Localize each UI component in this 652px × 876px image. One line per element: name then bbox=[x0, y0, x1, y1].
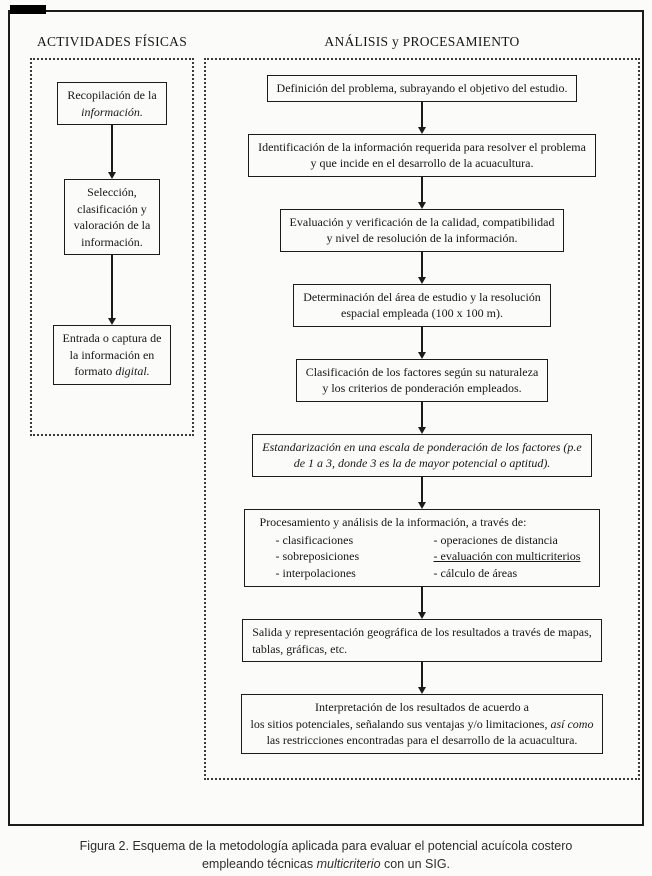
left-column-title: ACTIVIDADES FÍSICAS bbox=[36, 34, 188, 49]
process-item: - clasificaciones bbox=[275, 532, 354, 547]
box-text-line: Identificación de la información requerida para resolver el problema bbox=[258, 139, 586, 154]
box-text-line: y nivel de resolución de la información. bbox=[326, 231, 518, 246]
arrow-head bbox=[418, 127, 426, 134]
flow-box-estandarizacion bbox=[252, 434, 592, 477]
down-arrow bbox=[418, 587, 426, 619]
arrow-head bbox=[108, 172, 116, 179]
caption-line: Figura 2. Esquema de la metodología aplicada para evaluar el potencial acuícola costero bbox=[79, 839, 573, 853]
box-text-line: Determinación del área de estudio y la resolución bbox=[303, 289, 541, 304]
arrow-head bbox=[418, 352, 426, 359]
box-text-line: espacial empleada (100 x 100 m). bbox=[341, 306, 503, 321]
flow-box-procesamiento-analisis bbox=[244, 509, 601, 587]
analysis-processing-column bbox=[204, 34, 640, 780]
down-arrow bbox=[418, 662, 426, 694]
caption-segment: con un SIG. bbox=[384, 856, 451, 871]
flow-box-seleccion bbox=[64, 179, 161, 255]
scan-artifact bbox=[10, 5, 46, 14]
process-item: - sobreposiciones bbox=[275, 549, 360, 564]
box-text-line: tablas, gráficas, etc. bbox=[252, 641, 348, 656]
flow-box-identificacion-informacion bbox=[248, 134, 596, 177]
down-arrow bbox=[418, 252, 426, 284]
down-arrow bbox=[418, 327, 426, 359]
arrow-line bbox=[111, 255, 113, 318]
box-text-line: Entrada o captura de bbox=[62, 331, 162, 346]
box-text-line: de 1 a 3, donde 3 es la de mayor potencial o aptitud). bbox=[293, 456, 551, 471]
arrow-line bbox=[421, 662, 423, 687]
down-arrow bbox=[418, 177, 426, 209]
caption-line bbox=[0, 856, 652, 874]
box-text-line: información. bbox=[81, 104, 143, 119]
process-item-underlined: - evaluación con multicriterios bbox=[433, 549, 581, 564]
down-arrow bbox=[418, 102, 426, 134]
process-right-column bbox=[434, 532, 581, 582]
down-arrow bbox=[108, 255, 116, 325]
caption-segment: empleando técnicas bbox=[201, 856, 314, 871]
arrow-head bbox=[418, 502, 426, 509]
box-text-line: Clasificación de los factores según su naturaleza bbox=[305, 364, 539, 379]
physical-activities-panel bbox=[30, 58, 194, 436]
box-text-line: valoración de la bbox=[73, 218, 151, 233]
flow-box-recopilacion bbox=[57, 82, 166, 125]
arrow-line bbox=[421, 587, 423, 612]
box-text-line: y los criterios de ponderación empleados. bbox=[322, 381, 522, 396]
box-text-line: Interpretación de los resultados de acuerdo a bbox=[315, 700, 529, 715]
arrow-line bbox=[421, 402, 423, 427]
box-text-line bbox=[251, 716, 594, 733]
box-text-segment: los sitios potenciales, señalando sus ventajas y/o limitaciones, bbox=[250, 716, 548, 731]
box-text-line bbox=[63, 363, 162, 380]
box-text-segment-italic: así como bbox=[550, 716, 594, 731]
box-text-line: clasificación y bbox=[77, 201, 147, 216]
flow-box-entrada-captura bbox=[53, 325, 172, 385]
box-text-segment-italic: digital. bbox=[115, 364, 150, 379]
arrow-line bbox=[111, 125, 113, 172]
process-box-header: Procesamiento y análisis de la información, a través de: bbox=[259, 515, 527, 530]
process-box-columns bbox=[254, 532, 591, 583]
figure-caption bbox=[0, 838, 652, 873]
flow-box-determinacion-area bbox=[293, 284, 551, 327]
process-item: - operaciones de distancia bbox=[433, 532, 558, 547]
arrow-head bbox=[418, 427, 426, 434]
process-item: - cálculo de áreas bbox=[433, 565, 518, 580]
process-left-column bbox=[276, 532, 434, 582]
flow-box-evaluacion-verificacion bbox=[280, 209, 565, 252]
arrow-line bbox=[421, 327, 423, 352]
arrow-head bbox=[418, 202, 426, 209]
caption-segment-italic: multicriterio bbox=[316, 856, 381, 871]
box-text-line: Definición del problema, subrayando el objetivo del estudio. bbox=[276, 81, 568, 95]
arrow-head bbox=[108, 318, 116, 325]
down-arrow bbox=[108, 125, 116, 179]
analysis-processing-panel bbox=[204, 58, 640, 780]
box-text-line: la información en bbox=[69, 347, 155, 362]
box-text-line: Estandarización en una escala de ponderación de los factores (p.e bbox=[262, 439, 582, 454]
box-text-line: Salida y representación geográfica de los resultados a través de mapas, bbox=[252, 625, 592, 640]
arrow-line bbox=[421, 177, 423, 202]
process-item: - interpolaciones bbox=[275, 565, 356, 580]
right-column-title: ANÁLISIS y PROCESAMIENTO bbox=[324, 34, 520, 49]
box-text-line: Evaluación y verificación de la calidad, compatibilidad bbox=[289, 214, 555, 229]
down-arrow bbox=[418, 402, 426, 434]
box-text-line: Selección, bbox=[87, 185, 137, 200]
arrow-head bbox=[418, 687, 426, 694]
arrow-head bbox=[418, 612, 426, 619]
arrow-line bbox=[421, 102, 423, 127]
box-text-segment: formato bbox=[74, 364, 113, 379]
box-text-line: Recopilación de la bbox=[67, 88, 157, 102]
box-text-line: y que incide en el desarrollo de la acuacultura. bbox=[310, 156, 534, 171]
flow-box-clasificacion-factores bbox=[296, 359, 549, 402]
physical-activities-column bbox=[30, 34, 194, 436]
flow-box-interpretacion-resultados bbox=[241, 694, 604, 754]
arrow-line bbox=[421, 477, 423, 502]
arrow-head bbox=[418, 277, 426, 284]
down-arrow bbox=[418, 477, 426, 509]
box-text-line: información. bbox=[81, 234, 143, 249]
box-text-line: las restricciones encontradas para el desarrollo de la acuacultura. bbox=[266, 733, 578, 748]
flow-box-salida-representacion bbox=[242, 619, 602, 662]
flow-box-definicion-problema bbox=[267, 75, 578, 102]
figure-frame bbox=[8, 10, 644, 826]
arrow-line bbox=[421, 252, 423, 277]
